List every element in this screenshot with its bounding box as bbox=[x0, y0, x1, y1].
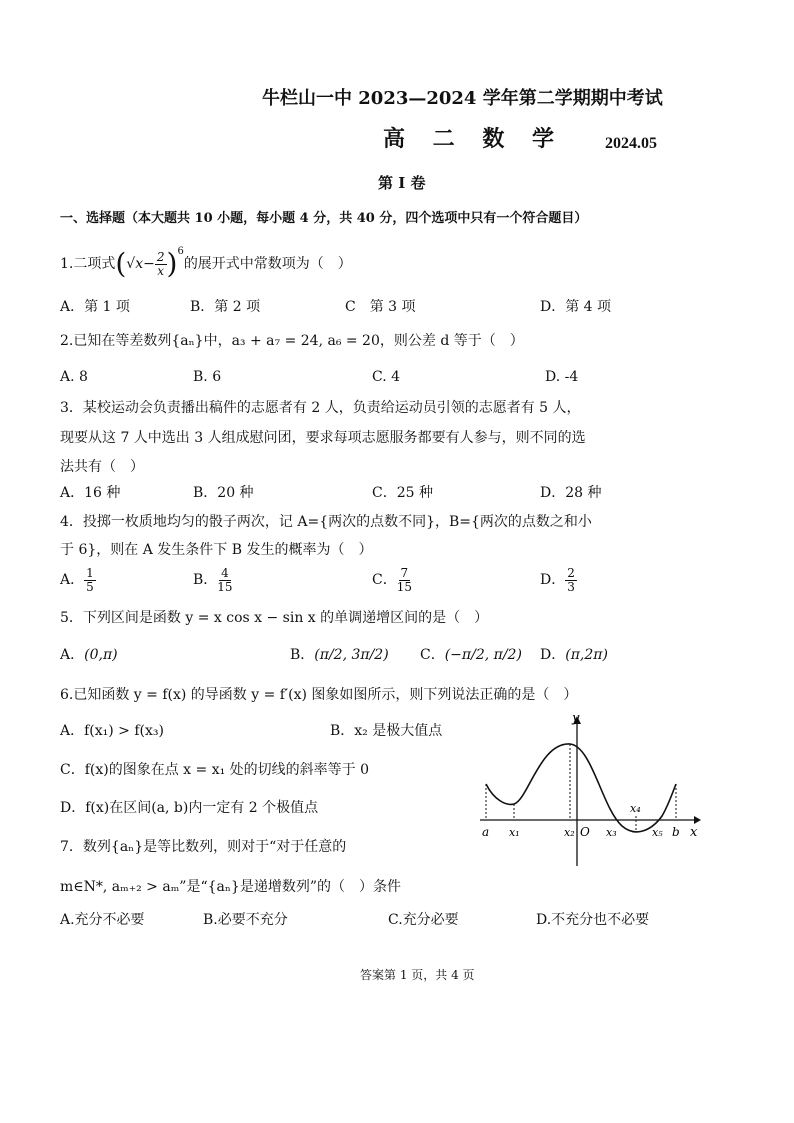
x-axis-arrow bbox=[694, 816, 701, 824]
q1-minus: − bbox=[143, 256, 155, 272]
q5-option-c-label: C． bbox=[420, 647, 445, 663]
question-3-line-1: 3．某校运动会负责播出稿件的志愿者有 2 人，负责给运动员引领的志愿者有 5 人， bbox=[60, 400, 581, 416]
q6-option-d: D．f(x)在区间(a, b)内一定有 2 个极值点 bbox=[60, 800, 319, 816]
q5-option-d-value: (π,2π) bbox=[565, 647, 608, 663]
q4-option-d-num: 2 bbox=[567, 565, 575, 580]
q4-option-b-den: 15 bbox=[217, 579, 233, 594]
q1-open-paren: ( bbox=[115, 247, 127, 280]
q4-option-c-label: C． bbox=[372, 572, 397, 588]
q3-option-b: B．20 种 bbox=[193, 485, 254, 501]
q1-frac-num: 2 bbox=[156, 249, 165, 264]
q4-option-c-den: 15 bbox=[396, 579, 412, 594]
q4-option-c-num: 7 bbox=[400, 565, 409, 580]
q5-option-b-value: (π/2, 3π/2) bbox=[314, 647, 389, 663]
q6-option-c: C．f(x)的图象在点 x = x₁ 处的切线的斜率等于 0 bbox=[60, 762, 370, 778]
q1-close-paren: ) bbox=[166, 247, 178, 280]
question-5-stem: 5．下列区间是函数 y = x cos x − sin x 的单调递增区间的是（ ） bbox=[60, 610, 489, 626]
q7-option-d: D.不充分也不必要 bbox=[536, 912, 650, 928]
q1-option-a: A．第 1 项 bbox=[60, 299, 130, 315]
q3-option-c: C．25 种 bbox=[372, 485, 433, 501]
page-footer: 答案第 1 页，共 4 页 bbox=[360, 968, 475, 982]
q4-option-b-label: B． bbox=[193, 572, 218, 588]
q4-option-c-fraction bbox=[397, 567, 412, 594]
question-3-line-2: 现要从这 7 人中选出 3 人组成慰问团，要求每项志愿服务都要有人参与，则不同的选 bbox=[60, 430, 586, 446]
q1-frac-den: x bbox=[157, 263, 165, 278]
q4-option-b-fraction bbox=[217, 567, 232, 594]
tick-a: a bbox=[482, 825, 490, 839]
q4-option-a-label: A． bbox=[60, 572, 85, 588]
q2-option-c: C. 4 bbox=[372, 369, 401, 385]
tick-x4: x₄ bbox=[630, 802, 641, 815]
q4-option-d-label: D． bbox=[540, 572, 566, 588]
q4-option-a-num: 1 bbox=[86, 565, 94, 580]
q2-option-b: B. 6 bbox=[193, 369, 222, 385]
question-1-stem bbox=[60, 244, 352, 284]
tick-b: b bbox=[672, 825, 680, 839]
q5-option-d bbox=[540, 646, 608, 664]
tick-x5: x₅ bbox=[652, 826, 663, 839]
q4-option-a-fraction bbox=[84, 567, 96, 594]
q1-option-d: D．第 4 项 bbox=[540, 299, 612, 315]
y-axis-label: y bbox=[572, 712, 580, 726]
q5-option-c bbox=[420, 646, 522, 664]
q6-option-a: A．f(x₁) > f(x₃) bbox=[60, 723, 164, 739]
question-2-stem: 2.已知在等差数列{aₙ}中，a₃ + a₇ = 24, a₆ = 20，则公差 d 等于（ ） bbox=[60, 333, 524, 349]
question-6-stem: 6.已知函数 y = f(x) 的导函数 y = f′(x) 图象如图所示，则下列说法正确的是（ ） bbox=[60, 687, 578, 703]
q2-option-d: D. -4 bbox=[545, 369, 579, 385]
q1-suffix: 的展开式中常数项为（ ） bbox=[183, 256, 352, 272]
tick-x2: x₂ bbox=[564, 826, 575, 839]
question-7-line-2: m∈N*, aₘ₊₂ > aₘ”是“{aₙ}是递增数列”的（ ）条件 bbox=[60, 879, 401, 895]
q1-option-b: B．第 2 项 bbox=[190, 299, 261, 315]
q6-option-b: B．x₂ 是极大值点 bbox=[330, 723, 443, 739]
q2-option-a: A. 8 bbox=[60, 369, 88, 385]
q4-option-a-den: 5 bbox=[86, 579, 94, 594]
q3-option-d: D．28 种 bbox=[540, 485, 602, 501]
question-3-line-3: 法共有（ ） bbox=[60, 459, 144, 475]
q1-prefix: 1.二项式 bbox=[60, 256, 116, 272]
q4-option-b-num: 4 bbox=[221, 565, 229, 580]
q7-option-a: A.充分不必要 bbox=[60, 912, 145, 928]
tick-x3: x₃ bbox=[606, 826, 617, 839]
question-4-line-2: 于 6}，则在 A 发生条件下 B 发生的概率为（ ） bbox=[60, 542, 373, 558]
q4-option-a bbox=[60, 562, 96, 598]
q5-option-c-value: (−π/2, π/2) bbox=[444, 647, 522, 663]
exam-date: 2024.05 bbox=[605, 135, 657, 152]
x-axis-label: x bbox=[690, 825, 698, 840]
q4-option-c bbox=[372, 562, 412, 598]
q4-option-d-den: 3 bbox=[567, 579, 575, 594]
q5-option-d-label: D． bbox=[540, 647, 566, 663]
q4-option-d bbox=[540, 562, 577, 598]
q4-option-d-fraction bbox=[565, 567, 577, 594]
q1-exponent: 6 bbox=[177, 246, 184, 257]
q7-option-c: C.充分必要 bbox=[388, 912, 459, 928]
q5-option-b-label: B． bbox=[290, 647, 315, 663]
question-7-line-1: 7．数列{aₙ}是等比数列，则对于“对于任意的 bbox=[60, 839, 347, 855]
tick-origin: O bbox=[580, 825, 590, 839]
volume-label: 第 I 卷 bbox=[378, 174, 426, 192]
section-heading: 一、选择题（本大题共 10 小题，每小题 4 分，共 40 分，四个选项中只有一个符合题目） bbox=[60, 211, 588, 226]
q1-option-c: C 第 3 项 bbox=[345, 299, 416, 315]
q5-option-a-label: A． bbox=[60, 647, 85, 663]
q5-option-a bbox=[60, 646, 118, 664]
q5-option-b bbox=[290, 646, 389, 664]
q3-option-a: A．16 种 bbox=[60, 485, 121, 501]
q1-sqrt: √x bbox=[126, 256, 144, 272]
tick-x1: x₁ bbox=[509, 826, 520, 839]
q4-option-b bbox=[193, 562, 233, 598]
q1-fraction bbox=[155, 251, 167, 278]
exam-title: 牛栏山一中 2023—2024 学年第二学期期中考试 bbox=[262, 88, 663, 109]
question-4-line-1: 4．投掷一枚质地均匀的骰子两次，记 A={两次的点数不同}，B={两次的点数之和小 bbox=[60, 514, 592, 530]
subject-title: 高 二 数 学 bbox=[383, 126, 564, 152]
derivative-graph bbox=[476, 712, 702, 870]
derivative-curve bbox=[486, 744, 676, 832]
q5-option-a-value: (0,π) bbox=[84, 647, 118, 663]
q7-option-b: B.必要不充分 bbox=[203, 912, 288, 928]
